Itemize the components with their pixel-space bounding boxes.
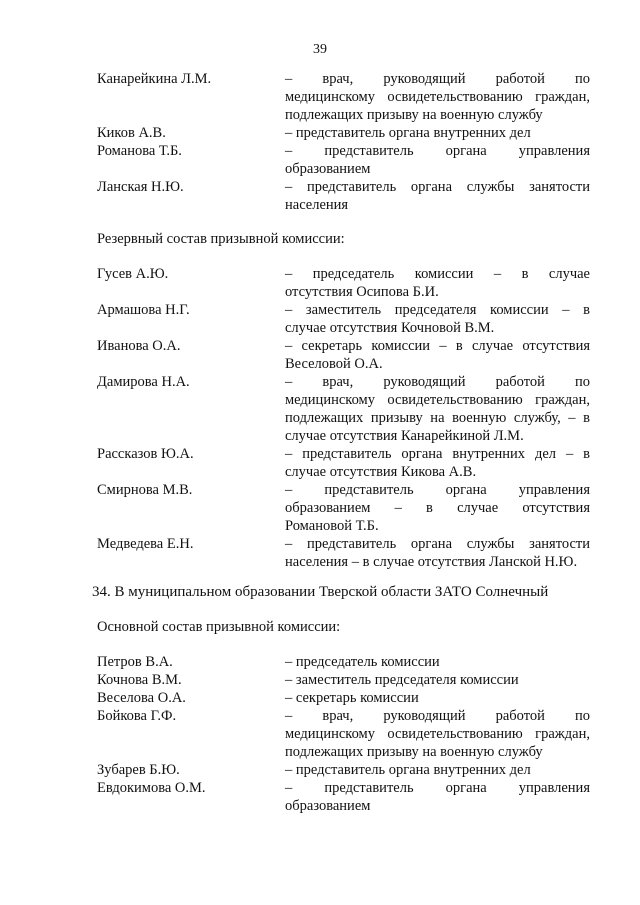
- member-entry: [0, 653, 640, 671]
- member-entry: [0, 707, 640, 761]
- member-name: Бойкова Г.Ф.: [97, 708, 177, 724]
- member-name: Петров В.А.: [97, 654, 173, 670]
- reserve-composition-heading: Резервный состав призывной комиссии:: [97, 231, 345, 247]
- member-entry: [0, 265, 640, 301]
- member-role-line: – представитель органа внутренних дел: [285, 125, 531, 141]
- member-role-line: – представитель органа службы занятости: [285, 536, 590, 552]
- member-name: Дамирова Н.А.: [97, 374, 190, 390]
- member-role-line: – представитель органа управления: [285, 143, 590, 159]
- member-role-line: – врач, руководящий работой по: [285, 374, 590, 390]
- member-name: Медведева Е.Н.: [97, 536, 194, 552]
- member-role-line: – представитель органа управления: [285, 780, 590, 796]
- member-role-line: населения – в случае отсутствия Ланской Н.Ю.: [285, 554, 578, 570]
- member-role-line: образованием – в случае отсутствия: [285, 500, 590, 516]
- member-entry: [0, 535, 640, 571]
- member-role-line: медицинскому освидетельствованию граждан,: [285, 392, 590, 408]
- page-number: 39: [313, 42, 327, 57]
- member-entry: [0, 337, 640, 373]
- member-name: Армашова Н.Г.: [97, 302, 190, 318]
- member-entry: [0, 445, 640, 481]
- member-role-line: – представитель органа внутренних дел: [285, 762, 531, 778]
- member-entry: [0, 689, 640, 707]
- member-role-line: – секретарь комиссии: [285, 690, 419, 706]
- member-name: Смирнова М.В.: [97, 482, 193, 498]
- reserve-members-list: [0, 265, 640, 571]
- commission-members-list: [0, 70, 640, 214]
- member-role-line: – заместитель председателя комиссии – в: [285, 302, 590, 318]
- member-name: Ланская Н.Ю.: [97, 179, 184, 195]
- member-role-line: подлежащих призыву на военную службу, – в: [285, 410, 590, 426]
- member-role-line: – врач, руководящий работой по: [285, 71, 590, 87]
- member-role-line: – председатель комиссии – в случае: [285, 266, 590, 282]
- member-role-line: случае отсутствия Канарейкиной Л.М.: [285, 428, 524, 444]
- member-entry: [0, 761, 640, 779]
- member-role-line: – представитель органа внутренних дел – в: [285, 446, 590, 462]
- member-role-line: отсутствия Осипова Б.И.: [285, 284, 439, 300]
- member-role-line: образованием: [285, 161, 371, 177]
- member-name: Зубарев Б.Ю.: [97, 762, 180, 778]
- member-role-line: подлежащих призыву на военную службу: [285, 744, 543, 760]
- main-members-list: [0, 653, 640, 815]
- member-entry: [0, 70, 640, 124]
- member-name: Романова Т.Б.: [97, 143, 182, 159]
- member-role-line: случае отсутствия Кочновой В.М.: [285, 320, 495, 336]
- member-name: Канарейкина Л.М.: [97, 71, 212, 87]
- member-entry: [0, 779, 640, 815]
- main-composition-heading: Основной состав призывной комиссии:: [97, 619, 341, 635]
- member-role-line: подлежащих призыву на военную службу: [285, 107, 543, 123]
- section-title: 34. В муниципальном образовании Тверской области ЗАТО Солнечный: [92, 584, 549, 600]
- member-name: Гусев А.Ю.: [97, 266, 169, 282]
- member-role-line: – секретарь комиссии – в случае отсутствия: [285, 338, 590, 354]
- member-role-line: – представитель органа службы занятости: [285, 179, 590, 195]
- member-name: Киков А.В.: [97, 125, 166, 141]
- member-role-line: населения: [285, 197, 349, 213]
- member-role-line: медицинскому освидетельствованию граждан,: [285, 89, 590, 105]
- member-name: Веселова О.А.: [97, 690, 186, 706]
- member-role-line: Романовой Т.Б.: [285, 518, 379, 534]
- member-name: Рассказов Ю.А.: [97, 446, 194, 462]
- member-role-line: образованием: [285, 798, 371, 814]
- member-role-line: – заместитель председателя комиссии: [285, 672, 519, 688]
- member-role-line: случае отсутствия Кикова А.В.: [285, 464, 477, 480]
- member-entry: [0, 301, 640, 337]
- member-role-line: – председатель комиссии: [285, 654, 440, 670]
- member-name: Иванова О.А.: [97, 338, 181, 354]
- member-role-line: медицинскому освидетельствованию граждан,: [285, 726, 590, 742]
- member-role-line: – врач, руководящий работой по: [285, 708, 590, 724]
- member-entry: [0, 481, 640, 535]
- member-entry: [0, 671, 640, 689]
- member-name: Кочнова В.М.: [97, 672, 182, 688]
- member-entry: [0, 178, 640, 214]
- member-entry: [0, 142, 640, 178]
- member-role-line: Веселовой О.А.: [285, 356, 383, 372]
- member-name: Евдокимова О.М.: [97, 780, 206, 796]
- member-role-line: – представитель органа управления: [285, 482, 590, 498]
- member-entry: [0, 124, 640, 142]
- member-entry: [0, 373, 640, 445]
